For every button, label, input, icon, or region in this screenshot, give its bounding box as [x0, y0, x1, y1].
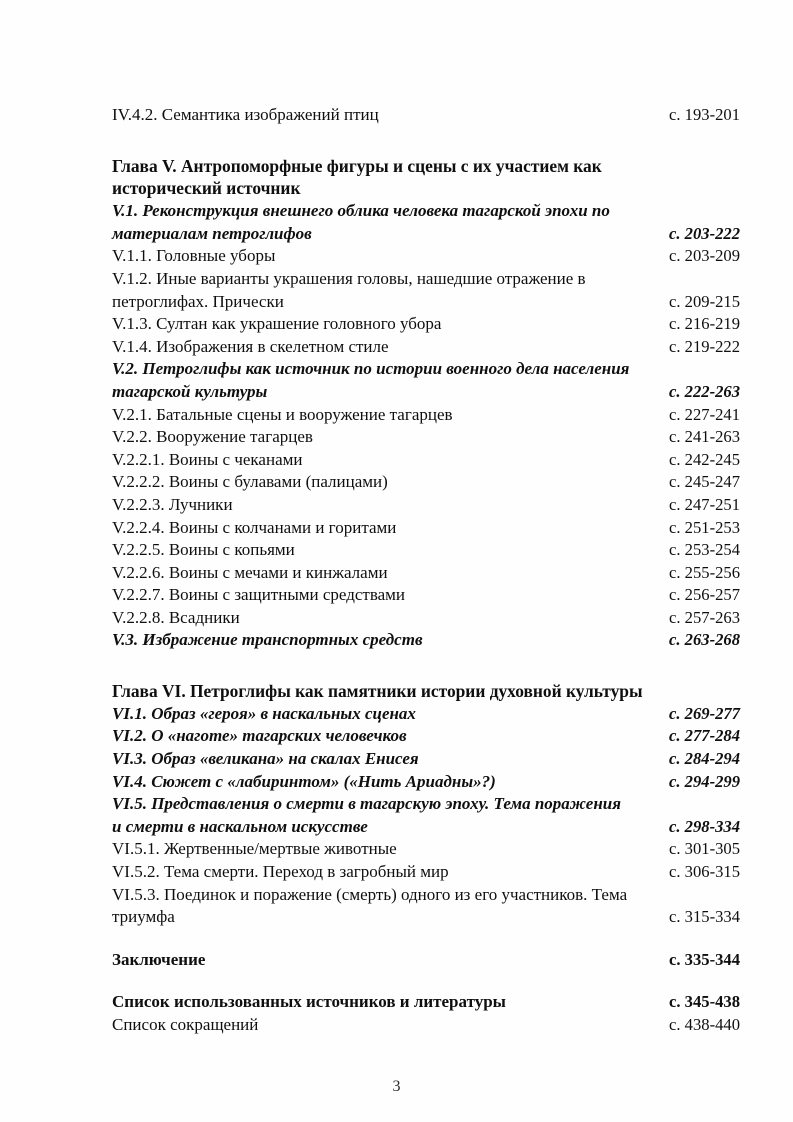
toc-entry[interactable]: [112, 607, 740, 630]
toc-entry-pages: с. 222-263: [669, 381, 740, 401]
section-spacer: [112, 929, 740, 949]
toc-entry-label: IV.4.2. Семантика изображений птиц: [112, 105, 379, 124]
toc-chapter-heading[interactable]: [112, 680, 740, 703]
section-spacer: [112, 127, 740, 155]
toc-entry-pages: с. 284-294: [669, 749, 740, 769]
toc-entry-label: V.2.2. Вооружение тагарцев: [112, 427, 313, 447]
toc-entry[interactable]: [112, 629, 740, 652]
toc-section-conclusion: [112, 949, 740, 972]
toc-entry-label: V.1.3. Султан как украшение головного убора: [112, 314, 442, 334]
toc-entry-label: VI.5. Представления о смерти в тагарскую эпоху. Тема поражения и смерти в наскальном искусстве: [112, 794, 626, 836]
toc-entry-pages: с. 256-257: [669, 585, 740, 605]
toc-entry-label: V.2.2.7. Воины с защитными средствами: [112, 585, 406, 605]
toc-entry-label: V.3. Избражение транспортных средств: [112, 630, 423, 650]
toc-entry-label: VI.1. Образ «героя» в наскальных сценах: [112, 703, 416, 723]
toc-entry[interactable]: [112, 404, 740, 427]
toc-entry[interactable]: [112, 838, 740, 861]
toc-entry-label: V.2.2.8. Всадники: [112, 607, 240, 627]
toc-entry[interactable]: [112, 426, 740, 449]
toc-entry[interactable]: [112, 449, 740, 472]
toc-entry-label: V.1. Реконструкция внешнего облика человека тагарской эпохи по материалам петроглифов: [112, 201, 615, 243]
toc-entry-label: V.2.2.1. Воины с чеканами: [112, 449, 303, 469]
page-folio: 3: [392, 1078, 401, 1095]
toc-entry[interactable]: [112, 991, 740, 1014]
toc-entry-pages: с. 301-305: [669, 839, 740, 859]
toc-section-chapter-5: [112, 155, 740, 652]
toc-entry-label: V.2.2.3. Лучники: [112, 494, 233, 514]
toc-entry-label: Заключение: [112, 949, 206, 969]
toc-entry-pages: с. 335-344: [669, 949, 740, 969]
toc-entry-pages: с. 263-268: [669, 630, 740, 650]
toc-entry[interactable]: [112, 884, 740, 929]
toc-entry-label: V.2.2.2. Воины с булавами (палицами): [112, 472, 388, 492]
toc-entry-label: V.1.1. Головные уборы: [112, 246, 276, 266]
toc-entry[interactable]: [112, 313, 740, 336]
toc-entry-label: Список использованных источников и литературы: [112, 992, 506, 1012]
toc-entry-pages: с. 345-438: [669, 992, 740, 1012]
toc-chapter-heading[interactable]: [112, 155, 740, 201]
toc-entry-label: V.2.1. Батальные сцены и вооружение тагарцев: [112, 404, 453, 424]
toc-entry[interactable]: [112, 949, 740, 972]
toc-entry-pages: с. 255-256: [669, 562, 740, 582]
toc-entry-pages: с. 438-440: [669, 1014, 740, 1034]
toc-entry[interactable]: [112, 200, 740, 245]
toc-entry[interactable]: [112, 104, 740, 127]
toc-entry-label: Глава V. Антропоморфные фигуры и сцены с их участием как исторический источник: [112, 155, 607, 199]
toc-entry-pages: с. 294-299: [669, 771, 740, 791]
toc-entry-pages: с. 277-284: [669, 726, 740, 746]
toc-entry-pages: с. 193-201: [669, 105, 740, 124]
toc-entry[interactable]: [112, 771, 740, 794]
toc-entry[interactable]: [112, 358, 740, 403]
toc-entry[interactable]: [112, 748, 740, 771]
toc-entry-pages: с. 219-222: [669, 336, 740, 356]
toc-entry[interactable]: [112, 539, 740, 562]
toc-entry-pages: с. 298-334: [669, 816, 740, 836]
toc-entry-label: VI.5.3. Поединок и поражение (смерть) одного из его участников. Тема триумфа: [112, 884, 636, 927]
toc-entry[interactable]: [112, 584, 740, 607]
toc-entry[interactable]: [112, 336, 740, 359]
toc-entry-pages: с. 209-215: [669, 291, 740, 311]
toc-entry[interactable]: [112, 471, 740, 494]
toc-entry-pages: с. 203-209: [669, 246, 740, 266]
section-spacer: [112, 652, 740, 680]
toc-entry[interactable]: [112, 268, 740, 313]
toc-entry-label: V.1.4. Изображения в скелетном стиле: [112, 336, 389, 356]
toc-entry[interactable]: [112, 725, 740, 748]
toc-entry-label: V.2.2.5. Воины с копьями: [112, 540, 295, 560]
toc-entry[interactable]: [112, 562, 740, 585]
toc-entry-label: V.2.2.6. Воины с мечами и кинжалами: [112, 562, 388, 582]
toc-entry-label: VI.4. Сюжет с «лабиринтом» («Нить Ариадны»?): [112, 771, 496, 791]
toc-entry-label: VI.5.2. Тема смерти. Переход в загробный мир: [112, 862, 449, 882]
toc-entry[interactable]: [112, 703, 740, 726]
toc-entry-label: Список сокращений: [112, 1014, 259, 1034]
toc-entry-pages: с. 227-241: [669, 404, 740, 424]
toc-entry-pages: с. 241-263: [669, 427, 740, 447]
toc-entry-label: V.2.2.4. Воины с колчанами и горитами: [112, 517, 397, 537]
toc-entry-pages: с. 251-253: [669, 517, 740, 537]
table-of-contents: [112, 104, 740, 1037]
toc-section-chapter-6: [112, 680, 740, 929]
toc-entry-pages: с. 245-247: [669, 472, 740, 492]
toc-entry-pages: с. 257-263: [669, 607, 740, 627]
toc-entry[interactable]: [112, 517, 740, 540]
toc-entry[interactable]: [112, 793, 740, 838]
toc-entry-label: V.1.2. Иные варианты украшения головы, нашедшие отражение в петроглифах. Прически: [112, 268, 590, 311]
toc-entry-pages: с. 203-222: [669, 223, 740, 243]
toc-entry[interactable]: [112, 245, 740, 268]
toc-section-prev-chapter-tail: [112, 104, 740, 127]
toc-entry-label: V.2. Петроглифы как источник по истории военного дела населения тагарской культуры: [112, 359, 634, 401]
toc-entry-pages: с. 269-277: [669, 703, 740, 723]
toc-entry[interactable]: [112, 861, 740, 884]
toc-entry-pages: с. 242-245: [669, 449, 740, 469]
toc-section-back-matter: [112, 991, 740, 1036]
toc-entry-pages: с. 315-334: [669, 907, 740, 927]
toc-entry-label: VI.3. Образ «великана» на скалах Енисея: [112, 749, 419, 769]
toc-entry-label: Глава VI. Петроглифы как памятники истории духовной культуры: [112, 681, 643, 702]
toc-entry-pages: с. 253-254: [669, 540, 740, 560]
toc-entry-pages: с. 247-251: [669, 494, 740, 514]
section-spacer: [112, 971, 740, 991]
toc-entry[interactable]: [112, 494, 740, 517]
toc-entry-label: VI.5.1. Жертвенные/мертвые животные: [112, 839, 397, 859]
toc-entry[interactable]: [112, 1014, 740, 1037]
toc-entry-pages: с. 306-315: [669, 862, 740, 882]
toc-entry-pages: с. 216-219: [669, 314, 740, 334]
toc-entry-label: VI.2. О «наготе» тагарских человечков: [112, 726, 407, 746]
